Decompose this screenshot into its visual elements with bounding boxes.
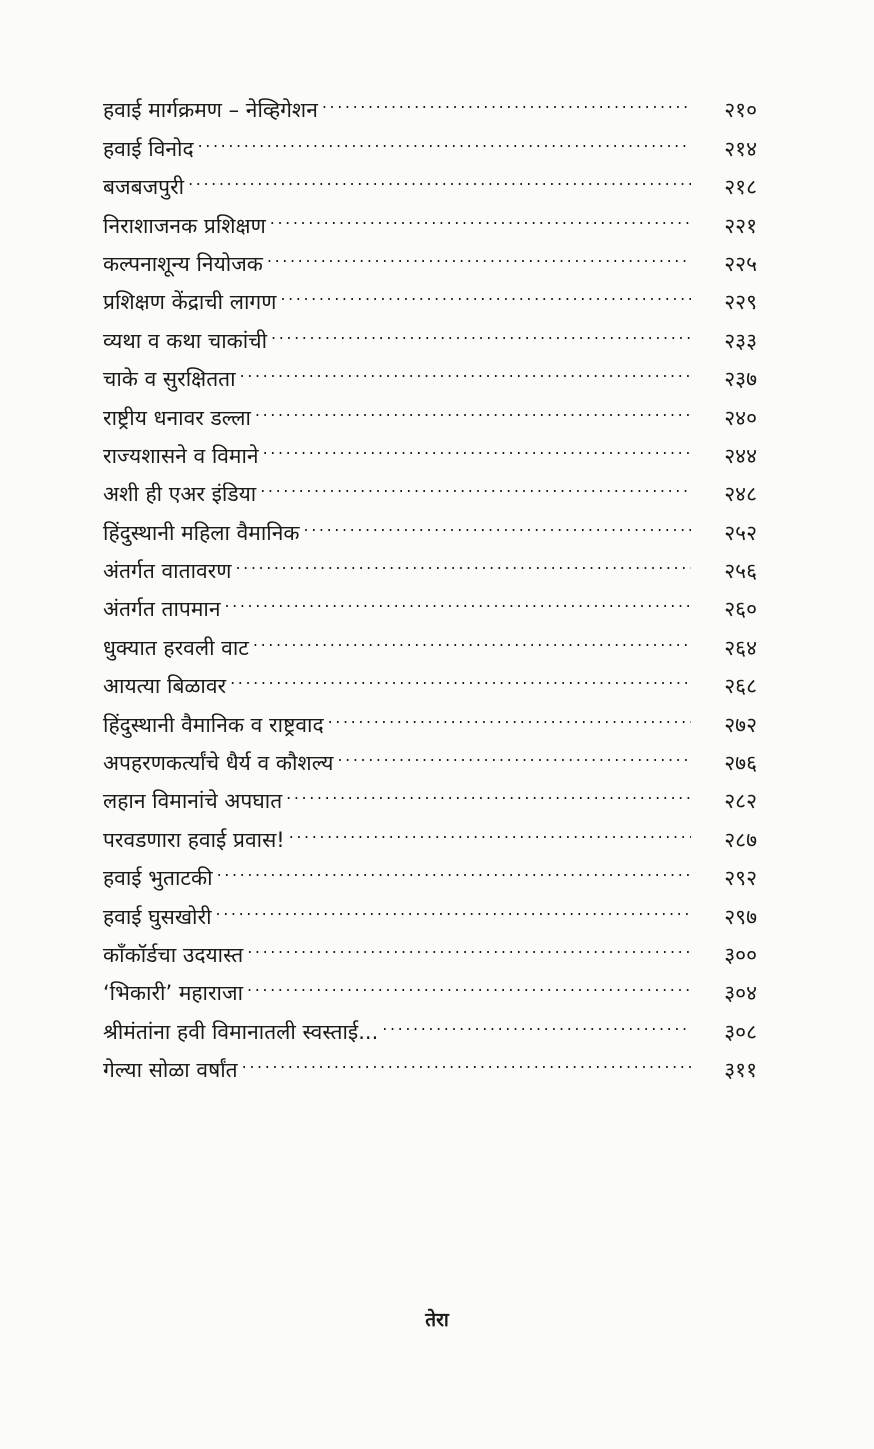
dot-leader (247, 962, 691, 1000)
dot-leader (271, 309, 691, 347)
toc-entry (103, 156, 757, 200)
toc-entry-page: २८७ (724, 827, 757, 852)
page-number-folio: तेरा (425, 1309, 449, 1331)
dot-leader (382, 1000, 691, 1038)
toc-entry-title: कल्पनाशून्य नियोजक (103, 251, 263, 276)
toc-entry-page: २४४ (724, 443, 757, 468)
dot-leader (230, 655, 691, 693)
toc-entry-title: प्रशिक्षण केंद्राची लागण (103, 290, 277, 315)
toc-entry-page: ३११ (724, 1058, 757, 1083)
dot-leader (280, 271, 691, 309)
toc-entry-title: आयत्या बिळावर (103, 674, 227, 699)
dot-leader (289, 808, 691, 846)
toc-entry-page: २१० (724, 98, 757, 123)
toc-entry-page: २४० (724, 405, 757, 430)
dot-leader (247, 924, 691, 962)
dot-leader (263, 425, 691, 463)
toc-entry-page: २२१ (724, 213, 757, 238)
dot-leader (198, 117, 691, 155)
dot-leader (224, 578, 691, 616)
toc-entry-page: २७६ (724, 751, 757, 776)
dot-leader (267, 233, 691, 271)
toc-entry-title: निराशाजनक प्रशिक्षण (103, 213, 266, 238)
toc-entry-title: परवडणारा हवाई प्रवास! (103, 827, 285, 852)
toc-entry-title: हवाई विनोद (103, 136, 194, 161)
toc-entry-page: २९७ (724, 904, 757, 929)
toc-entry-title: राष्ट्रीय धनावर डल्ला (103, 405, 251, 430)
toc-entry-title: गेल्या सोळा वर्षांत (103, 1058, 238, 1083)
dot-leader (240, 348, 691, 386)
dot-leader (242, 1039, 691, 1077)
toc-entry (103, 117, 757, 161)
toc-entry-title: हवाई मार्गक्रमण – नेव्हिगेशन (103, 98, 318, 123)
toc-entry-title: हवाई घुसखोरी (103, 904, 212, 929)
dot-leader (216, 885, 691, 923)
toc-entry-page: ३०४ (724, 981, 757, 1006)
toc-entry (103, 79, 757, 123)
toc-entry-page: ३०८ (724, 1019, 757, 1044)
toc-entry-page: २१४ (724, 136, 757, 161)
dot-leader (260, 463, 691, 501)
dot-leader (338, 732, 692, 770)
dot-leader (255, 386, 691, 424)
toc-entry-page: २६४ (724, 635, 757, 660)
dot-leader (270, 194, 691, 232)
toc-entry-title: काँकॉर्डचा उदयास्त (103, 942, 244, 967)
toc-entry-page: २३७ (724, 367, 757, 392)
toc-entry-page: २२९ (724, 290, 757, 315)
dot-leader (328, 693, 691, 731)
toc-entry-page: २३३ (724, 328, 757, 353)
toc-entry-title: हिंदुस्थानी महिला वैमानिक (103, 520, 300, 545)
toc-entry-page: २६० (724, 597, 757, 622)
toc-entry-title: लहान विमानांचे अपघात (103, 789, 283, 814)
table-of-contents (103, 79, 757, 1083)
toc-entry-title: व्यथा व कथा चाकांची (103, 328, 268, 353)
toc-entry (103, 194, 757, 238)
toc-entry-title: अंतर्गत वातावरण (103, 559, 232, 584)
dot-leader (322, 79, 691, 117)
dot-leader (235, 540, 691, 578)
toc-entry-title: बजबजपुरी (103, 175, 185, 200)
toc-entry-title: चाके व सुरक्षितता (103, 367, 236, 392)
toc-entry-title: हवाई भुताटकी (103, 866, 213, 891)
toc-entry-page: २५६ (724, 559, 757, 584)
dot-leader (217, 847, 691, 885)
toc-entry-page: ३०० (724, 942, 757, 967)
toc-entry-title: राज्यशासने व विमाने (103, 443, 259, 468)
toc-entry-page: २९२ (724, 866, 757, 891)
toc-entry-title: अशी ही एअर इंडिया (103, 482, 257, 507)
toc-entry-title: हिंदुस्थानी वैमानिक व राष्ट्रवाद (103, 712, 324, 737)
toc-entry-page: २४८ (724, 482, 757, 507)
toc-entry-title: धुक्यात हरवली वाट (103, 635, 249, 660)
toc-entry-title: अंतर्गत तापमान (103, 597, 221, 622)
toc-entry-title: अपहरणकर्त्यांचे धैर्य व कौशल्य (103, 751, 334, 776)
toc-entry-title: ‘भिकारी’ महाराजा (103, 981, 244, 1006)
toc-entry-page: २८२ (724, 789, 757, 814)
toc-entry-page: २६८ (724, 674, 757, 699)
toc-entry-page: २१८ (724, 175, 757, 200)
toc-entry-title: श्रीमंतांना हवी विमानातली स्वस्ताई... (103, 1019, 379, 1044)
dot-leader (188, 156, 691, 194)
dot-leader (253, 616, 691, 654)
dot-leader (286, 770, 691, 808)
toc-entry-page: २७२ (724, 712, 757, 737)
dot-leader (304, 501, 691, 539)
toc-entry-page: २५२ (724, 520, 757, 545)
toc-entry-page: २२५ (724, 251, 757, 276)
